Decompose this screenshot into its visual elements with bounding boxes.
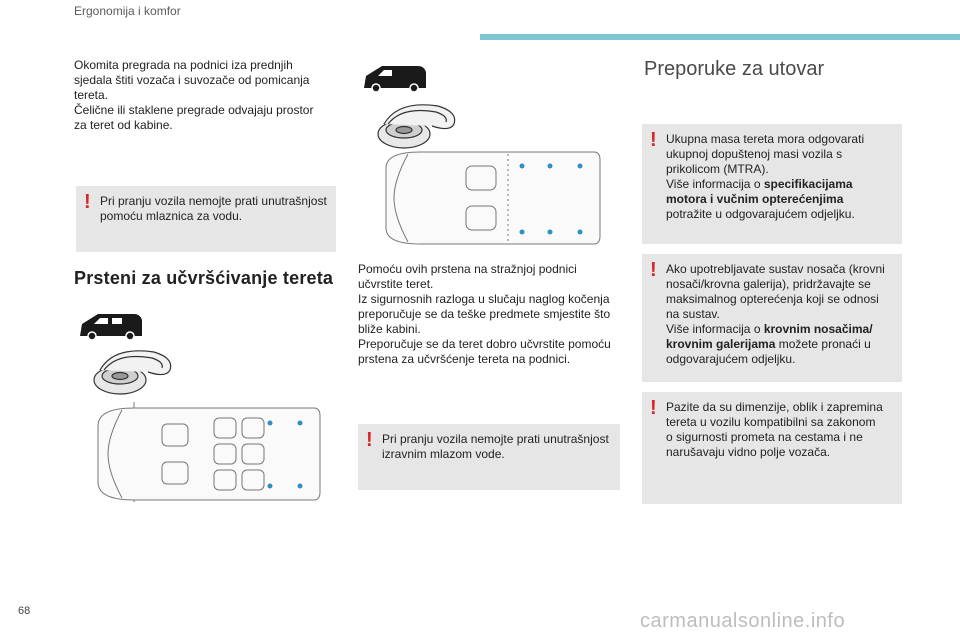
text-line: Više informacija o specifikacijama bbox=[666, 177, 853, 191]
text-line: maksimalnog opterećenja koji se odnosi bbox=[666, 292, 879, 306]
warning-text bbox=[666, 132, 896, 222]
bold-reference: motora i vučnim opterećenjima bbox=[666, 192, 844, 206]
text-line: Ako upotrebljavate sustav nosača (krovni bbox=[666, 262, 885, 276]
watermark: carmanualsonline.info bbox=[640, 610, 846, 632]
text-line: preporučuje se da teške predmete smjestite što bbox=[358, 307, 611, 321]
tie-down-ring-icon bbox=[378, 105, 455, 148]
text-line: učvrstite teret. bbox=[358, 277, 434, 291]
text-line: Ukupna masa tereta mora odgovarati bbox=[666, 132, 865, 146]
van-side-icon bbox=[80, 314, 142, 340]
text-line: Iz sigurnosnih razloga u slučaju naglog kočenja bbox=[358, 292, 610, 306]
text-line: tereta u vozilu kompatibilni sa zakonom bbox=[666, 415, 876, 429]
tie-down-rings-figure-long bbox=[74, 306, 340, 502]
text-line: pomoću mlaznica za vodu. bbox=[100, 209, 243, 223]
exclamation-icon: ! bbox=[650, 397, 657, 419]
text-line: o sigurnosti prometa na cestama i ne bbox=[666, 430, 863, 444]
bold-reference: krovnim galerijama bbox=[666, 337, 776, 351]
text-line: Čelične ili staklene pregrade odvajaju prostor bbox=[74, 103, 314, 117]
text-line: krovnim galerijama možete pronaći u bbox=[666, 337, 871, 351]
running-header: Ergonomija i komfor bbox=[74, 4, 181, 18]
text-line: na sustav. bbox=[666, 307, 720, 321]
warning-text bbox=[666, 262, 896, 367]
warning-box-dimensions bbox=[642, 392, 902, 504]
rings-paragraph bbox=[358, 262, 623, 367]
page-number: 68 bbox=[18, 605, 31, 617]
warning-text bbox=[666, 400, 896, 460]
text-line: Pri pranju vozila nemojte prati unutrašnjost bbox=[100, 194, 327, 208]
section-heading-loading: Preporuke za utovar bbox=[644, 58, 825, 80]
text-line: Pri pranju vozila nemojte prati unutrašnjost bbox=[382, 432, 609, 446]
text-line: izravnim mlazom vode. bbox=[382, 447, 505, 461]
section-title: Prsteni za učvršćivanje tereta bbox=[74, 268, 334, 288]
warning-box-roof-rack bbox=[642, 254, 902, 382]
tie-down-ring-icon bbox=[94, 351, 171, 394]
exclamation-icon: ! bbox=[650, 129, 657, 151]
intro-paragraph bbox=[74, 58, 344, 133]
warning-box-jet bbox=[358, 424, 620, 490]
text-line bbox=[666, 192, 896, 207]
text-line: sjedala štiti vozača i suvozače od pomicanja bbox=[74, 73, 310, 87]
warning-text bbox=[100, 194, 327, 224]
bold-reference: krovnim nosačima/ bbox=[763, 322, 873, 336]
bold-reference: specifikacijama bbox=[763, 177, 853, 191]
tie-down-rings-figure-short bbox=[358, 56, 620, 250]
exclamation-icon: ! bbox=[366, 429, 373, 451]
warning-text bbox=[382, 432, 609, 462]
text-line: Pomoću ovih prstena na stražnjoj podnici bbox=[358, 262, 577, 276]
text-line: tereta. bbox=[74, 88, 109, 102]
van-side-icon bbox=[364, 66, 426, 92]
text-line: ukupnoj dopuštenoj masi vozila s bbox=[666, 147, 843, 161]
text-line: bliže kabini. bbox=[358, 322, 421, 336]
text-line: narušavaju vidno polje vozača. bbox=[666, 445, 831, 459]
text-line: potražite u odgovarajućem odjeljku. bbox=[666, 207, 855, 221]
text-line: za teret od kabine. bbox=[74, 118, 173, 132]
text-line: odgovarajućem odjeljku. bbox=[666, 352, 796, 366]
text-line: Pazite da su dimenzije, oblik i zapremina bbox=[666, 400, 883, 414]
text-line: prikolicom (MTRA). bbox=[666, 162, 769, 176]
van-top-view bbox=[98, 402, 320, 502]
text-line: Preporučuje se da teret dobro učvrstite pomoću bbox=[358, 337, 611, 351]
text-line: Okomita pregrada na podnici iza prednjih bbox=[74, 58, 293, 72]
warning-box-mass bbox=[642, 124, 902, 244]
text-line: Više informacija o krovnim nosačima/ bbox=[666, 322, 873, 336]
exclamation-icon: ! bbox=[84, 191, 91, 213]
van-top-view bbox=[386, 152, 600, 244]
text-line: nosači/krovna galerija), pridržavajte se bbox=[666, 277, 871, 291]
text-line: prstena za učvršćenje tereta na podnici. bbox=[358, 352, 571, 366]
header-accent-bar bbox=[480, 34, 960, 40]
exclamation-icon: ! bbox=[650, 259, 657, 281]
warning-box-washing bbox=[76, 186, 336, 252]
